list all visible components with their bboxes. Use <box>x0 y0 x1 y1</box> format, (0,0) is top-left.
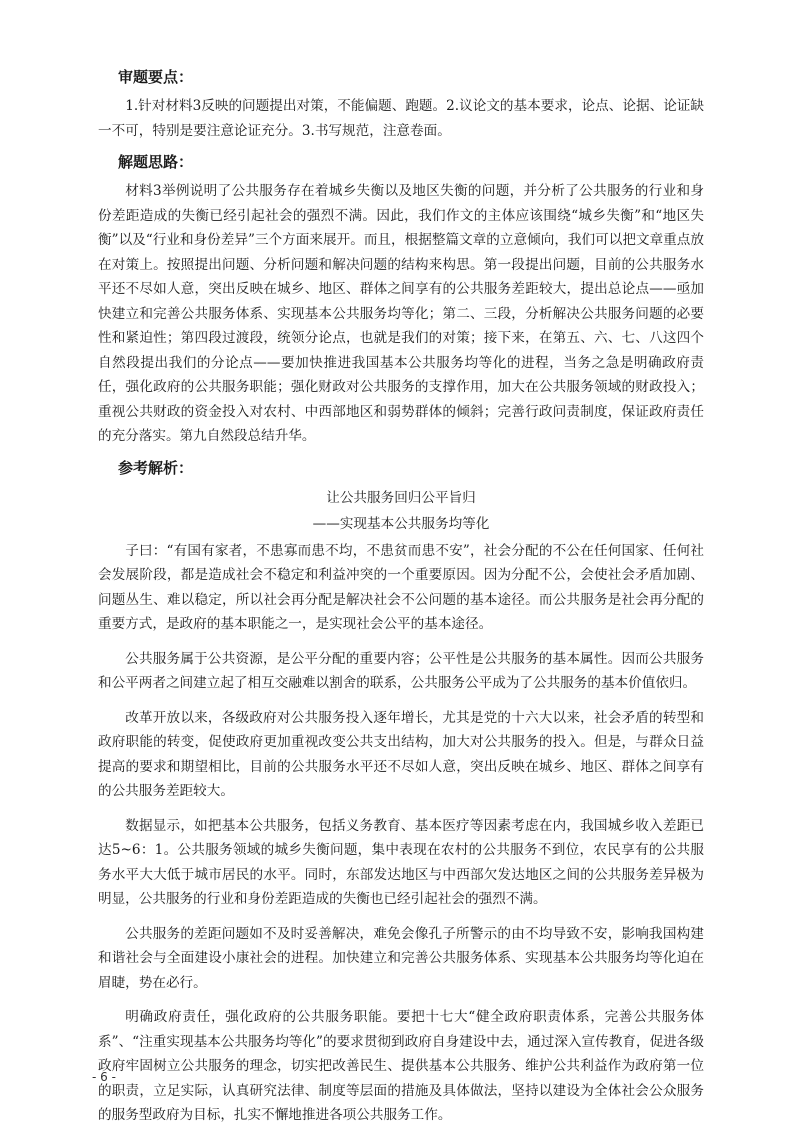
essay-paragraph: 数据显示，如把基本公共服务，包括义务教育、基本医疗等因素考虑在内，我国城乡收入差距已达5~6：1。公共服务领域的城乡失衡问题，集中表现在农村的公共服务不到位，农民享有的公共服务水平大大低于城市居民的水平。同时，东部发达地区与中西部欠发达地区之间的公共服务差异极为明显，公共服务的行业和身份差距造成的失衡也已经引起社会的强烈不满。 <box>98 817 704 907</box>
essay-paragraph: 公共服务属于公共资源，是公平分配的重要内容；公平性是公共服务的基本属性。因而公共服务和公平两者之间建立起了相互交融难以割舍的联系，公共服务公平成为了公共服务的基本价值依归。 <box>98 650 704 691</box>
essay-paragraph: 改革开放以来，各级政府对公共服务投入逐年增长，尤其是党的十六大以来，社会矛盾的转型和政府职能的转变，促使政府更加重视改变公共支出结构，加大对公共服务的投入。但是，与群众日益提高的要求和期望相比，目前的公共服务水平还不尽如人意，突出反映在城乡、地区、群体之间享有的公共服务差距较大。 <box>98 709 704 799</box>
reference-heading: 参考解析： <box>118 458 194 477</box>
essay-paragraph: 公共服务的差距问题如不及时妥善解决，难免会像孔子所警示的由不均导致不安，影响我国构建和谐社会与全面建设小康社会的进程。加快建立和完善公共服务体系、实现基本公共服务均等化迫在眉睫，势在必行。 <box>98 925 704 991</box>
review-points-text: 1.针对材料3反映的问题提出对策，不能偏题、跑题。2.议论文的基本要求，论点、论据、论证缺一不可，特别是要注意论证充分。3.书写规范，注意卷面。 <box>98 98 704 139</box>
essay-subtitle: ——实现基本公共服务均等化 <box>312 515 490 532</box>
document-content <box>98 64 704 1138</box>
essay-paragraph: 子曰：“有国有家者，不患寡而患不均，不患贫而患不安”，社会分配的不公在任何国家、任何社会发展阶段，都是造成社会不稳定和利益冲突的一个重要原因。因为分配不公，会使社会矛盾加剧、问题丛生、难以稳定，所以社会再分配是解决社会不公问题的基本途径。而公共服务是社会再分配的重要方式，是政府的基本职能之一，是实现社会公平的基本途径。 <box>98 542 704 632</box>
review-points-heading: 审题要点： <box>118 68 194 86</box>
page-number: - 6 - <box>92 1070 116 1084</box>
essay-paragraph: 明确政府责任，强化政府的公共服务职能。要把十七大“健全政府职责体系，完善公共服务体系”、“注重实现基本公共服务均等化”的要求贯彻到政府自身建设中去，通过深入宣传教育，促进各级政府牢固树立公共服务的理念，切实把改善民生、提供基本公共服务、维护公共利益作为政府第一位的职责，立足实际，认真研究法律、制度等层面的措施及具体做法，坚持以建设为全体社会公众服务的服务型政府为目标，扎实不懈地推进各项公共服务工作。 <box>98 1009 704 1123</box>
essay-title: 让公共服务回归公平旨归 <box>326 489 476 506</box>
approach-heading: 解题思路： <box>118 153 194 171</box>
approach-text: 材料3举例说明了公共服务存在着城乡失衡以及地区失衡的问题，并分析了公共服务的行业和身份差距造成的失衡已经引起社会的强烈不满。因此，我们作文的主体应该围绕“城乡失衡”和“地区失衡”以及“行业和身份差异”三个方面来展开。而且，根据整篇文章的立意倾向，我们可以把文章重点放在对策上。按照提出问题、分析问题和解决问题的结构来构思。第一段提出问题，目前的公共服务水平还不尽如人意，突出反映在城乡、地区、群体之间享有的公共服务差距较大，提出总论点——亟加快建立和完善公共服务体系、实现基本公共服务均等化；第二、三段，分析解决公共服务问题的必要性和紧迫性；第四段过渡段，统领分论点，也就是我们的对策；接下来，在第五、六、七、八这四个自然段提出我们的分论点——要加快推进我国基本公共服务均等化的进程，当务之急是明确政府责任，强化政府的公共服务职能；强化财政对公共服务的支撑作用，加大在公共服务领域的财政投入；重视公共财政的资金投入对农村、中西部地区和弱势群体的倾斜；完善行政问责制度，保证政府责任的充分落实。第九自然段总结升华。 <box>98 183 704 444</box>
